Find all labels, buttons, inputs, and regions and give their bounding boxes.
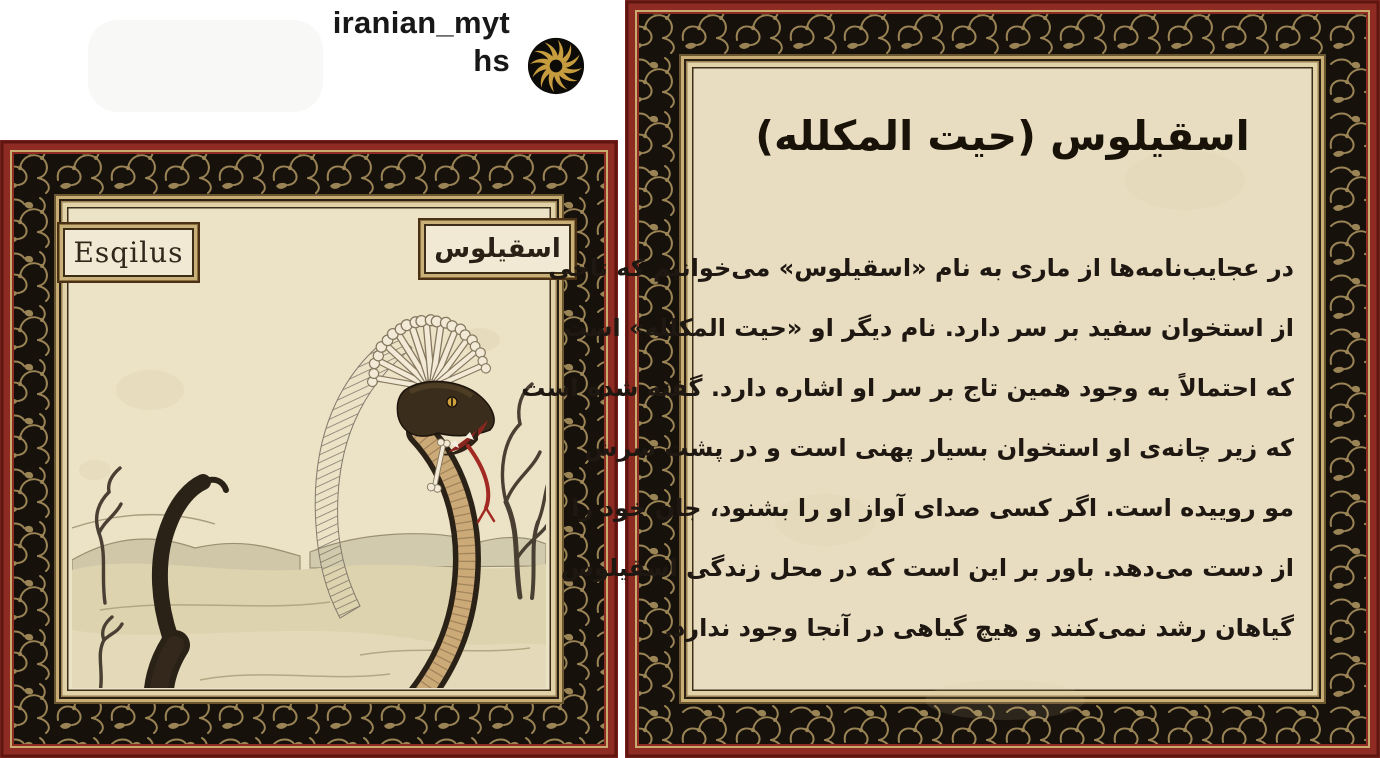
username-line: iranian_myt <box>332 5 510 40</box>
persian-name-label: اسقیلوس <box>434 234 561 264</box>
username[interactable] <box>333 4 510 80</box>
text-line: گیاهان رشد نمی‌کنند و هیچ گیاهی در آنجا وجود ندارد. <box>663 614 1294 642</box>
text-line: که احتمالاً به وجود همین تاج بر سر او اشاره دارد. گفته شده است <box>521 374 1294 402</box>
page-title: اسقیلوس (حیت المکلله) <box>755 112 1250 160</box>
faded-watermark-blob <box>88 20 323 112</box>
right-post-image[interactable] <box>521 0 1380 758</box>
text-line: از استخوان سفید بر سر دارد. نام دیگر او «حیت المکلله» است <box>563 314 1294 342</box>
username-line: hs <box>473 43 510 78</box>
latin-name-label: Esqilus <box>73 236 184 269</box>
text-line: مو روییده است. اگر کسی صدای آواز او را بشنود، جان خود را <box>571 494 1294 522</box>
body-text <box>521 238 1294 658</box>
text-line: از دست می‌دهد. باور بر این است که در محل زندگی اسقیلوس <box>560 554 1294 582</box>
text-line: در عجایب‌نامه‌ها از ماری به نام «اسقیلوس» می‌خوانیم که تاجی <box>548 254 1294 282</box>
name-cartouche-latin <box>57 222 200 283</box>
sun-logo-icon[interactable] <box>527 37 585 95</box>
text-line: که زیر چانه‌ی او استخوان بسیار پهنی است و در پشت سرش <box>584 434 1294 462</box>
left-post-image[interactable] <box>0 140 618 758</box>
